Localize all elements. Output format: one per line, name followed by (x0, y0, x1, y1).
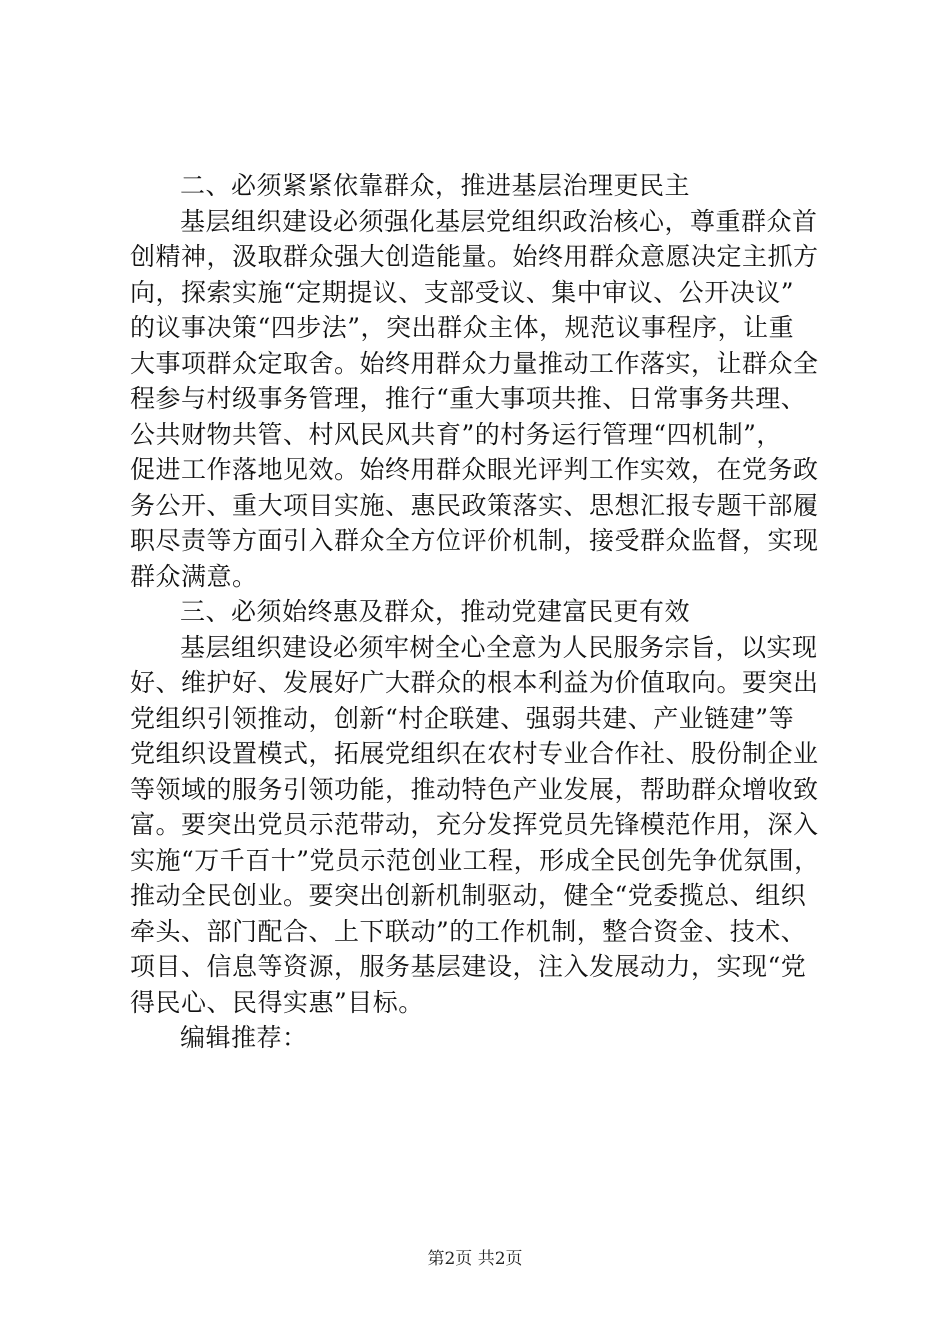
paragraph-line: 推动全民创业。要突出创新机制驱动，健全“党委揽总、组织 (130, 881, 807, 910)
section-heading-3: 三、必须始终惠及群众，推动党建富民更有效 (180, 597, 691, 626)
paragraph-line: 务公开、重大项目实施、惠民政策落实、思想汇报专题干部履 (130, 490, 819, 520)
paragraph-line: 等领域的服务引领功能，推动特色产业发展，帮助群众增收致 (130, 774, 819, 804)
paragraph-line: 牵头、部门配合、上下联动”的工作机制，整合资金、技术、 (130, 916, 807, 946)
paragraph-line: 基层组织建设必须牢树全心全意为人民服务宗旨，以实现 (180, 632, 818, 662)
paragraph-line: 的议事决策“四步法”，突出群众主体，规范议事程序，让重 (130, 313, 795, 342)
paragraph-line: 实施“万千百十”党员示范创业工程，形成全民创先争优氛围， (130, 845, 820, 875)
paragraph-line: 富。要突出党员示范带动，充分发挥党员先锋模范作用，深入 (130, 810, 819, 839)
section-heading-2: 二、必须紧紧依靠群众，推进基层治理更民主 (180, 171, 691, 200)
paragraph-line: 群众满意。 (130, 561, 258, 591)
paragraph-line: 基层组织建设必须强化基层党组织政治核心，尊重群众首 (180, 206, 818, 236)
page-number-footer: 第2页 共2页 (427, 1249, 523, 1269)
paragraph-line: 党组织设置模式，拓展党组织在农村专业合作社、股份制企业 (130, 739, 819, 768)
paragraph-line: 向，探索实施“定期提议、支部受议、集中审议、公开决议” (130, 277, 795, 307)
paragraph-line: 得民心、民得实惠”目标。 (130, 987, 424, 1017)
paragraph-line: 促进工作落地见效。始终用群众眼光评判工作实效，在党务政 (130, 455, 819, 484)
paragraph-line: 项目、信息等资源，服务基层建设，注入发展动力，实现“党 (130, 952, 807, 981)
paragraph-line: 党组织引领推动，创新“村企联建、强弱共建、产业链建”等 (130, 703, 795, 733)
editor-recommendation-label: 编辑推荐： (180, 1023, 308, 1052)
paragraph-line: 程参与村级事务管理，推行“重大事项共推、日常事务共理、 (130, 384, 807, 413)
paragraph-line: 公共财物共管、村风民风共育”的村务运行管理“四机制”， (130, 419, 782, 449)
paragraph-line: 创精神，汲取群众强大创造能量。始终用群众意愿决定主抓方 (130, 242, 819, 271)
paragraph-line: 大事项群众定取舍。始终用群众力量推动工作落实，让群众全 (130, 348, 819, 378)
document-body (130, 168, 830, 1056)
paragraph-line: 职尽责等方面引入群众全方位评价机制，接受群众监督，实现 (130, 526, 819, 555)
paragraph-line: 好、维护好、发展好广大群众的根本利益为价值取向。要突出 (130, 668, 819, 697)
